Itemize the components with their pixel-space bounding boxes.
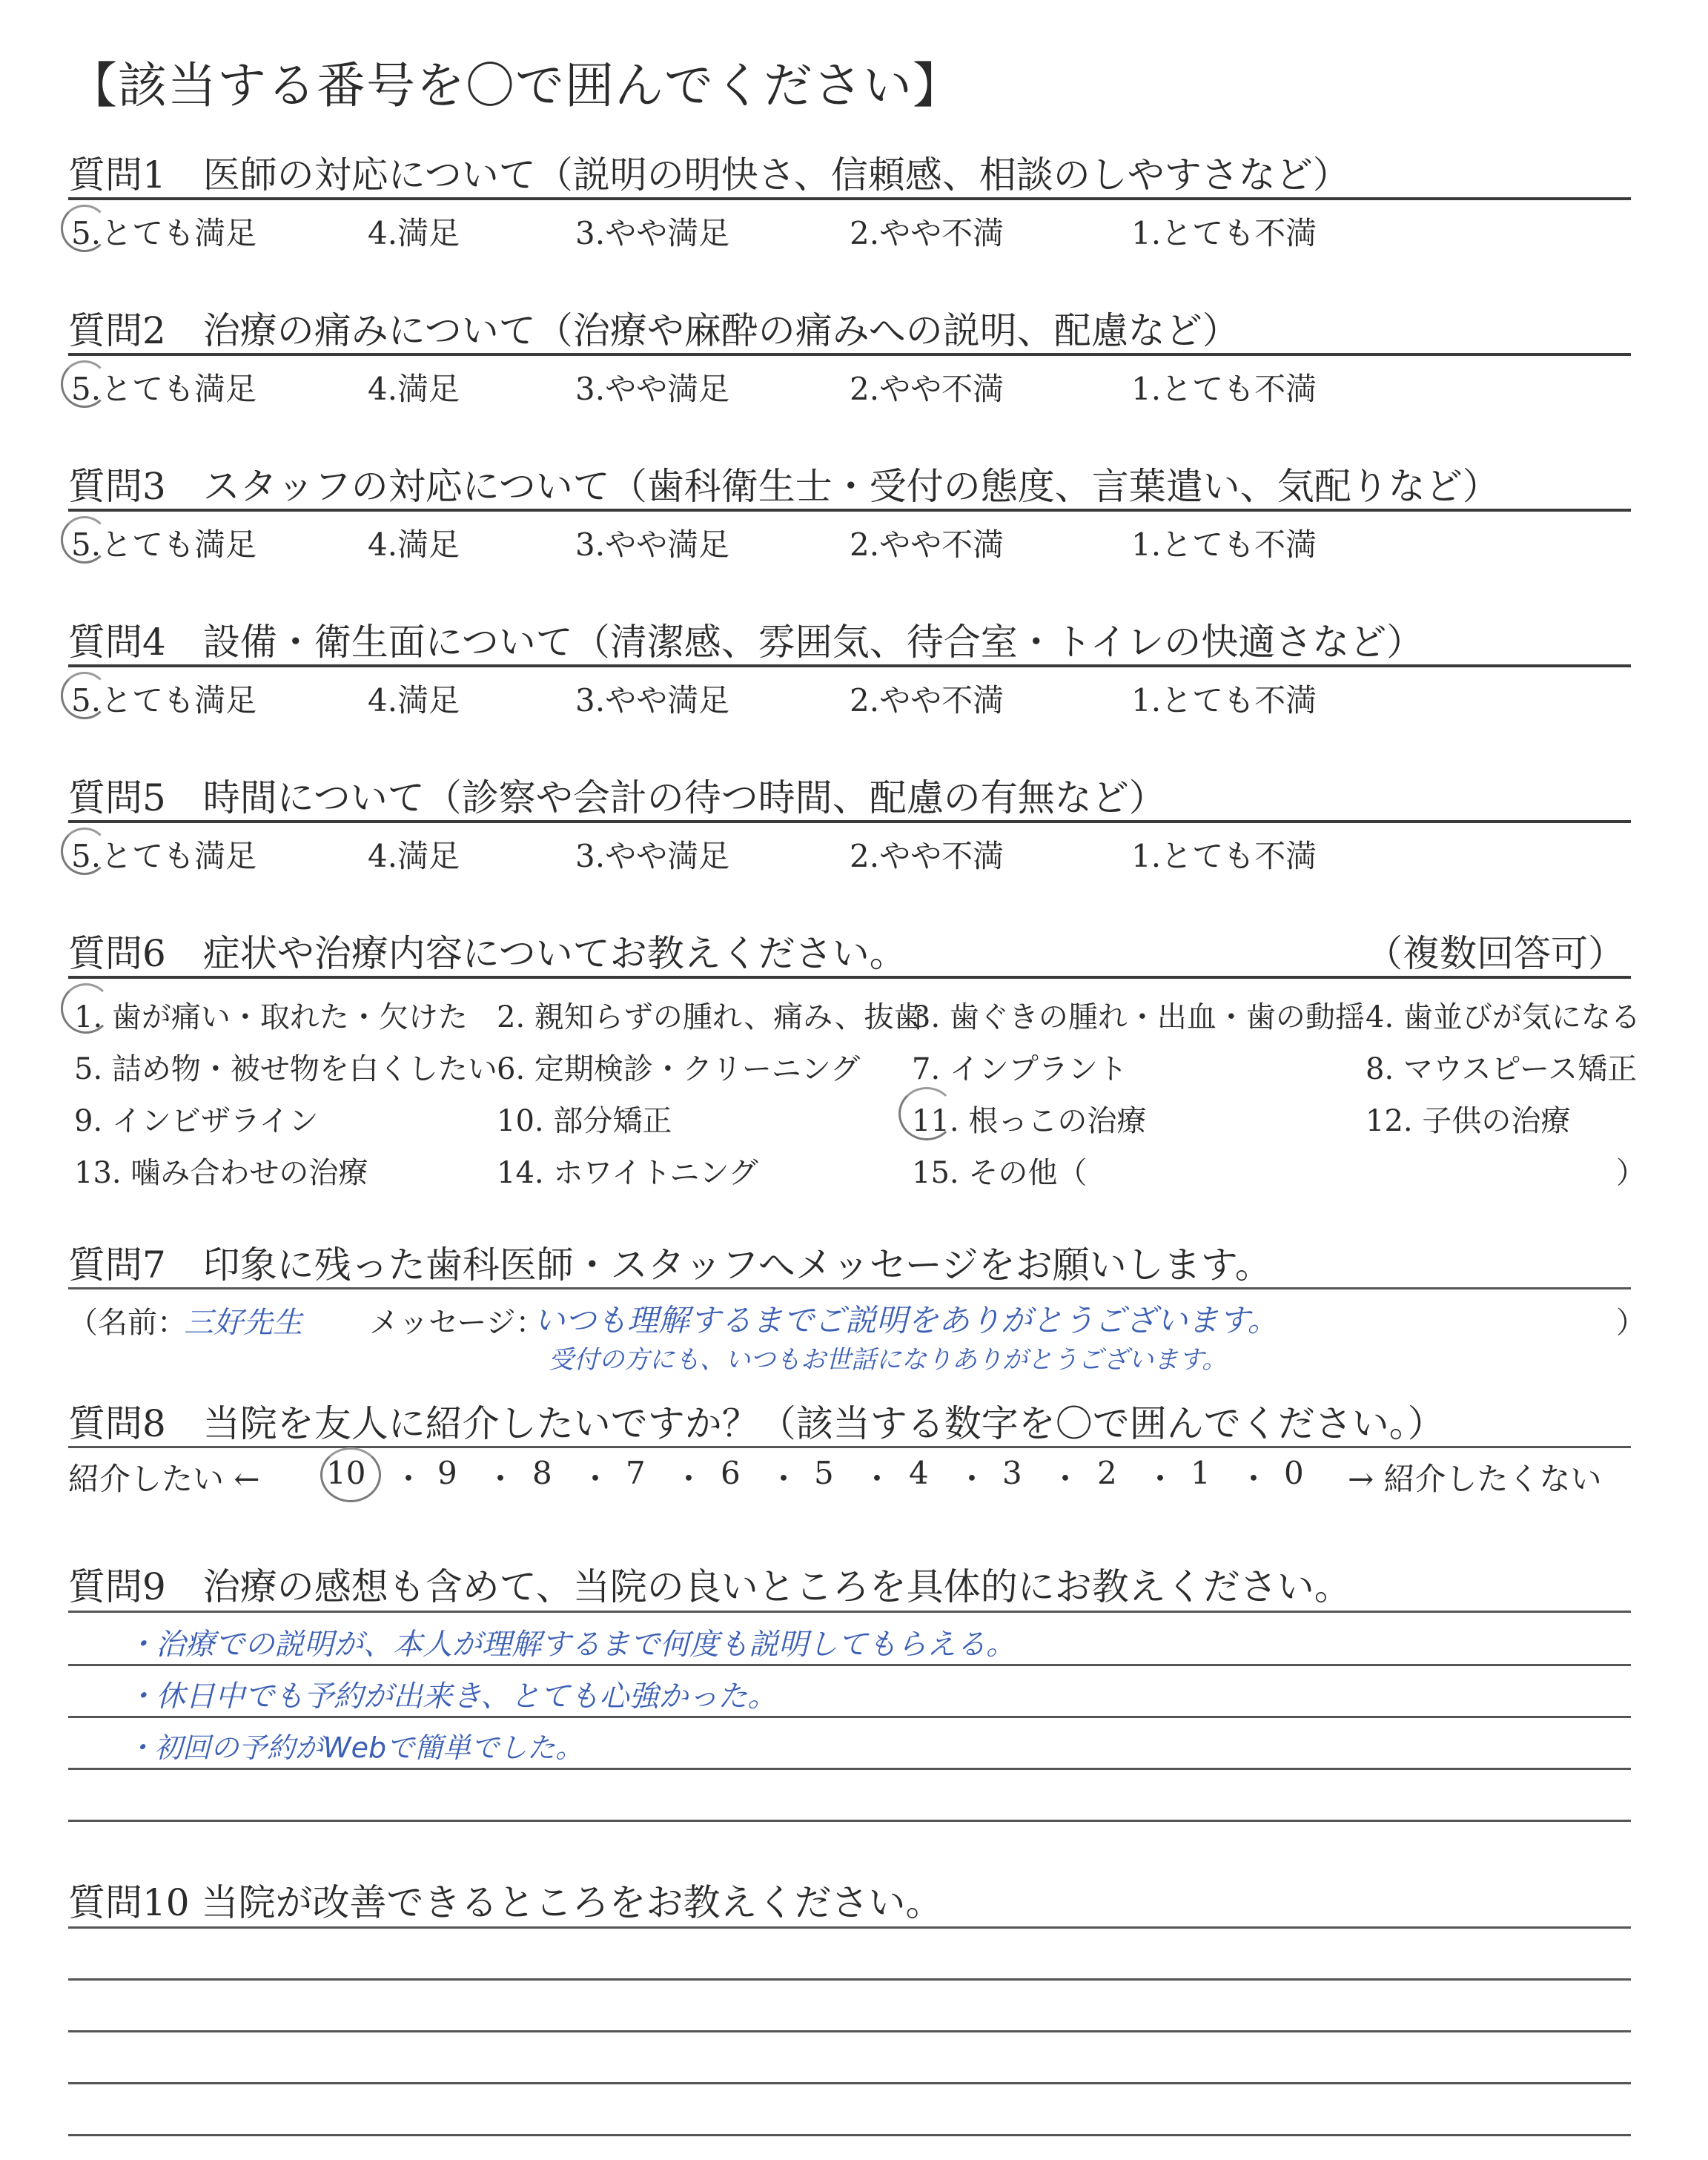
- q6-option-13[interactable]: 13. 噛み合わせの治療: [74, 1156, 368, 1190]
- q3-rule: [68, 509, 1631, 512]
- q9-rule-5: [68, 1820, 1631, 1822]
- q2-option-1[interactable]: 1.とても不満: [1131, 371, 1317, 407]
- q7-message-label: メッセージ：: [369, 1306, 546, 1340]
- q8-score-5[interactable]: 5: [814, 1455, 834, 1491]
- q8-rule: [68, 1446, 1631, 1448]
- q6-option-6[interactable]: 6. 定期検診・クリーニング: [497, 1052, 861, 1086]
- q7-rule: [68, 1287, 1631, 1289]
- q3-option-1[interactable]: 1.とても不満: [1131, 526, 1317, 563]
- q6-selected-circle-11: [898, 1087, 955, 1140]
- q9-answer-1[interactable]: ・治療での説明が、本人が理解するまで何度も説明してもらえる。: [126, 1628, 1016, 1662]
- q4-option-4[interactable]: 4.満足: [368, 682, 460, 719]
- q7-heading: 質問7 印象に残った歯科医師・スタッフへメッセージをお願いします。: [68, 1244, 1272, 1287]
- q7-name-value[interactable]: 三好先生: [184, 1306, 302, 1340]
- q6-option-11[interactable]: 11. 根っこの治療: [912, 1104, 1147, 1138]
- q9-rule-2: [68, 1664, 1631, 1666]
- q8-scale: [326, 1455, 1334, 1499]
- q5-heading: 質問5 時間について（診察や会計の待つ時間、配慮の有無など）: [68, 776, 1166, 819]
- q6-option-2[interactable]: 2. 親知らずの腫れ、痛み、抜歯: [497, 1000, 924, 1034]
- q9-rule-1: [68, 1611, 1631, 1613]
- q1-option-4[interactable]: 4.満足: [368, 215, 460, 251]
- q5-selected-circle: [61, 828, 108, 875]
- q6-option-12[interactable]: 12. 子供の治療: [1366, 1104, 1571, 1138]
- q10-rule-1: [68, 1926, 1631, 1929]
- q5-option-3[interactable]: 3.やや満足: [575, 838, 730, 874]
- q6-option-10[interactable]: 10. 部分矯正: [497, 1104, 672, 1138]
- q10-rule-4: [68, 2082, 1631, 2084]
- q7-name-label: （名前：: [68, 1306, 187, 1340]
- q8-score-2[interactable]: 2: [1097, 1455, 1117, 1491]
- q8-score-6[interactable]: 6: [721, 1455, 741, 1491]
- q1-option-5[interactable]: 5.とても満足: [71, 215, 257, 251]
- q2-option-4[interactable]: 4.満足: [368, 371, 460, 407]
- q4-option-5[interactable]: 5.とても満足: [71, 682, 257, 719]
- q6-option-3[interactable]: 3. 歯ぐきの腫れ・出血・歯の動揺: [912, 1000, 1365, 1034]
- q4-rule: [68, 664, 1631, 667]
- q7-message-line-1[interactable]: いつも理解するまでご説明をありがとうございます。: [534, 1302, 1279, 1338]
- q8-left-label: 紹介したい ←: [68, 1461, 260, 1497]
- q2-option-3[interactable]: 3.やや満足: [575, 371, 730, 407]
- q8-sep: ・: [673, 1461, 705, 1497]
- q10-rule-2: [68, 1978, 1631, 1981]
- q10-rule-3: [68, 2030, 1631, 2032]
- q2-heading: 質問2 治療の痛みについて（治療や麻酔の痛みへの説明、配慮など）: [68, 309, 1239, 352]
- q5-option-1[interactable]: 1.とても不満: [1131, 838, 1317, 874]
- q7-message-line-2[interactable]: 受付の方にも、いつもお世話になりありがとうございます。: [549, 1345, 1228, 1375]
- q9-heading: 質問9 治療の感想も含めて、当院の良いところを具体的にお教えください。: [68, 1565, 1351, 1608]
- q5-rule: [68, 820, 1631, 823]
- q6-option-8[interactable]: 8. マウスピース矯正: [1366, 1052, 1638, 1086]
- q9-rule-3: [68, 1716, 1631, 1718]
- q8-sep: ・: [1050, 1461, 1082, 1497]
- q8-score-8[interactable]: 8: [532, 1455, 552, 1491]
- q8-score-4[interactable]: 4: [909, 1455, 929, 1491]
- q4-option-3[interactable]: 3.やや満足: [575, 682, 730, 719]
- q10-heading: 質問10 当院が改善できるところをお教えください。: [68, 1881, 943, 1924]
- q1-option-2[interactable]: 2.やや不満: [850, 215, 1004, 251]
- q5-option-4[interactable]: 4.満足: [368, 838, 460, 874]
- q6-selected-circle-1: [61, 983, 111, 1034]
- q3-option-2[interactable]: 2.やや不満: [850, 526, 1004, 563]
- q2-rule: [68, 353, 1631, 356]
- q3-selected-circle: [61, 516, 108, 564]
- q6-option-15[interactable]: 15. その他（: [912, 1156, 1088, 1190]
- q3-option-5[interactable]: 5.とても満足: [71, 526, 257, 563]
- q8-sep: ・: [861, 1461, 893, 1497]
- q3-option-4[interactable]: 4.満足: [368, 526, 460, 563]
- q8-score-7[interactable]: 7: [626, 1455, 646, 1491]
- q8-score-0[interactable]: 0: [1284, 1455, 1304, 1491]
- q8-score-9[interactable]: 9: [437, 1455, 457, 1491]
- q6-rule: [68, 976, 1631, 979]
- q8-score-1[interactable]: 1: [1191, 1455, 1211, 1491]
- q8-sep: ・: [1238, 1461, 1270, 1497]
- q4-option-1[interactable]: 1.とても不満: [1131, 682, 1317, 719]
- q6-other-close-paren: ）: [1616, 1156, 1646, 1190]
- q6-option-5[interactable]: 5. 詰め物・被せ物を白くしたい: [74, 1052, 497, 1086]
- q10-rule-5: [68, 2134, 1631, 2136]
- q8-sep: ・: [393, 1461, 425, 1497]
- q8-selected-circle: [320, 1447, 381, 1502]
- q5-option-2[interactable]: 2.やや不満: [850, 838, 1004, 874]
- q6-option-7[interactable]: 7. インプラント: [912, 1052, 1128, 1086]
- q8-heading: 質問8 当院を友人に紹介したいですか？（該当する数字を〇で囲んでください。）: [68, 1402, 1445, 1445]
- q4-heading: 質問4 設備・衛生面について（清潔感、雰囲気、待合室・トイレの快適さなど）: [68, 621, 1424, 664]
- q6-option-1[interactable]: 1. 歯が痛い・取れた・欠けた: [74, 1000, 468, 1034]
- q2-selected-circle: [61, 360, 108, 408]
- q3-option-3[interactable]: 3.やや満足: [575, 526, 730, 563]
- q1-selected-circle: [61, 205, 108, 252]
- q1-option-3[interactable]: 3.やや満足: [575, 215, 730, 251]
- q8-sep: ・: [1145, 1461, 1176, 1497]
- q3-heading: 質問3 スタッフの対応について（歯科衛生士・受付の態度、言葉遣い、気配りなど）: [68, 465, 1500, 508]
- q4-selected-circle: [61, 672, 108, 719]
- q4-option-2[interactable]: 2.やや不満: [850, 682, 1004, 719]
- q8-sep: ・: [580, 1461, 612, 1497]
- q2-option-2[interactable]: 2.やや不満: [850, 371, 1004, 407]
- q8-sep: ・: [956, 1461, 988, 1497]
- q9-answer-3[interactable]: ・初回の予約がWebで簡単でした。: [126, 1731, 584, 1764]
- q8-score-10[interactable]: 10: [326, 1455, 366, 1491]
- q1-rule: [68, 197, 1631, 200]
- q9-answer-2[interactable]: ・休日中でも予約が出来き、とても心強かった。: [126, 1680, 778, 1714]
- q6-heading: 質問6 症状や治療内容についてお教えください。: [68, 932, 907, 975]
- q7-close-paren: ）: [1616, 1306, 1646, 1340]
- q6-multiple-note: （複数回答可）: [1366, 932, 1625, 975]
- q8-sep: ・: [768, 1461, 800, 1497]
- q8-score-3[interactable]: 3: [1002, 1455, 1022, 1491]
- q1-heading: 質問1 医師の対応について（説明の明快さ、信頼感、相談のしやすさなど）: [68, 153, 1350, 196]
- q6-option-9[interactable]: 9. インビザライン: [74, 1104, 319, 1138]
- q6-option-14[interactable]: 14. ホワイトニング: [497, 1156, 758, 1190]
- q5-option-5[interactable]: 5.とても満足: [71, 838, 257, 874]
- q1-option-1[interactable]: 1.とても不満: [1131, 215, 1317, 251]
- q6-option-4[interactable]: 4. 歯並びが気になる: [1366, 1000, 1641, 1034]
- page-title: 【該当する番号を〇で囲んでください】: [68, 57, 962, 114]
- q8-sep: ・: [485, 1461, 517, 1497]
- q8-right-label: → 紹介したくない: [1348, 1461, 1602, 1497]
- q9-rule-4: [68, 1768, 1631, 1770]
- q2-option-5[interactable]: 5.とても満足: [71, 371, 257, 407]
